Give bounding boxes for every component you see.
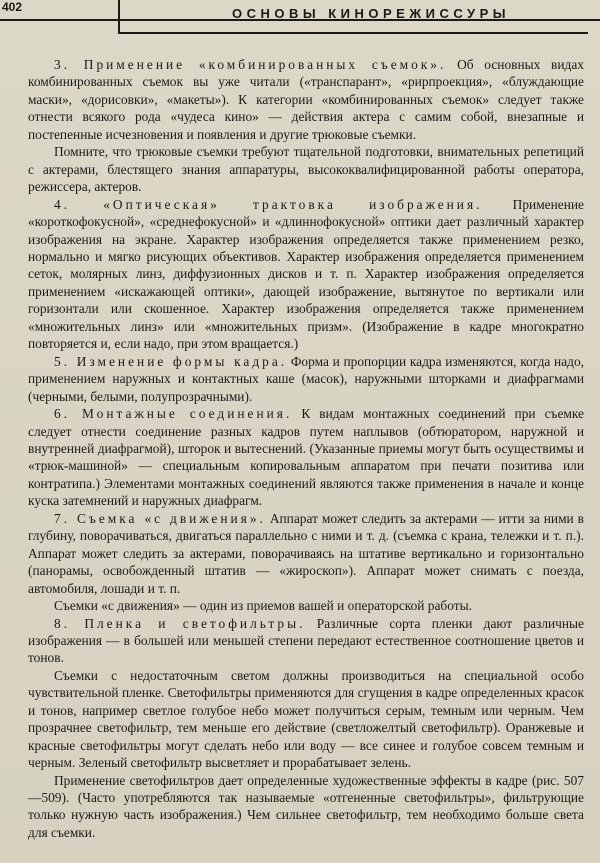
paragraph-lead: 7. Съемка «с движения». — [54, 510, 266, 526]
paragraph — [28, 143, 584, 195]
paragraph — [28, 510, 584, 597]
paragraph-text: Форма и пропорции кадра изменяются, когда надо, применением наружных и контактных каше (масок), наружными шторками и диафрагмами (черными, белыми, полупрозрачными). — [28, 353, 584, 404]
paragraph — [28, 772, 584, 842]
paragraph — [28, 667, 584, 772]
paragraph-text: Применение «короткофокусной», «среднефокусной» и «длиннофокусной» оптики дает различный характер изображения на экране. Характер изображения определяется также применением резко, нормально и мягко рисующих объективов. Характер изображения определяется применением сеток, молярных линз, диффузионных дисков и т. п. Характер изображения определяется применением «искажающей оптики», дающей изображение, вытянутое по вертикали или горизонтали или скошенное. Характер изображения определяется также применением «множительных линз» или «множительных призм». (Изображение в кадре многократно повторяется и, если надо, при этом вращается.) — [28, 196, 584, 352]
paragraph-text: Различные сорта пленки дают различные изображения — в большей или меньшей степени передают естественное соотношение цветов и тонов. — [28, 615, 585, 666]
paragraph-lead: 6. Монтажные соединения. — [54, 406, 293, 422]
paragraph-text: Применение светофильтров дает определенные художественные эффекты в кадре (рис. 507—509). (Часто употребляются так называемые «отгененные светофильтры», фильтрующие только нужную часть изображения.) Чем сильнее светофильтр, тем необходимо больше света для съемки. — [28, 772, 584, 840]
paragraph-text: К видам монтажных соединений при съемке следует отнести соединение разных кадров путем наплывов (обтюратором, наружной и внутренней диафрагмой), шторок и вытеснений. (Указанные приемы могут быть осуществимы и «трюк-машиной» — специальным копировальным аппаратом при печати позитива или контратипа.) Элементами монтажных соединений являются также применения в начале и конце куска затемнений и наружных диафрагм. — [28, 406, 584, 509]
paragraph-text: Съемки «с движения» — один из приемов вашей и операторской работы. — [54, 598, 472, 614]
paragraph-text: Помните, что трюковые съемки требуют тщательной подготовки, внимательных репетиций с актерами, блестящего знания аппаратуры, высококвалифицированной работы оператора, режиссера, актеров. — [28, 144, 584, 195]
paragraph — [28, 196, 584, 353]
paragraph-lead: 3. Применение «комбинированных съемок». — [54, 57, 447, 72]
header-rule-vertical — [118, 0, 120, 33]
paragraph-lead: 5. Изменение формы кадра. — [54, 353, 288, 369]
paragraph-lead: 4. «Оптическая» трактовка изображения. — [54, 196, 483, 212]
page-number: 402 — [2, 0, 23, 14]
paragraph — [28, 615, 584, 667]
paragraph — [28, 56, 584, 143]
header-rule-bottom — [118, 32, 588, 34]
running-head: ОСНОВЫ КИНОРЕЖИССУРЫ — [232, 6, 511, 21]
paragraph — [28, 597, 584, 614]
page-header — [0, 0, 600, 34]
page-body — [28, 56, 584, 841]
paragraph-text: Об основных видах комбинированных съемок вы уже читали («транспарант», «рирпроекция», «блуждающие маски», «дорисовки», «макеты»). К категории «комбинированных съемок» следует также отнести всякого рода «чудеса кино» — действия актера с самим собой, внезапные и постепенные исчезновения и появления и другие трюковые съемки. — [28, 57, 584, 142]
paragraph-text: Съемки с недостаточным светом должны производиться на специальной особо чувствительной пленке. Светофильтры применяются для сгущения в кадре определенных красок и тонов, например светлое голубое небо может получиться серым, темным или черным. Чем прозрачнее светофильтр, тем меньше его действие (светложелтый светофильтр). Оранжевые и красные светофильтры могут сделать небо или воду — все синее и голубое совсем темным и черным. Зеленый светофильтр высветляет и прорабатывает зелень. — [28, 667, 584, 771]
paragraph-text: Аппарат может следить за актерами — итти за ними в глубину, поворачиваться, двигаться параллельно с ними и т. д. (съемка с крана, тележки и т. п.). Аппарат может следить за актерами, поворачиваясь на штативе вертикально и горизонтально (панорамы, освобожденный штатив — «жироскоп»). Аппарат может снимать с поезда, автомобиля, лошади и т. п. — [28, 510, 584, 596]
paragraph — [28, 405, 584, 510]
paragraph-lead: 8. Пленка и светофильтры. — [54, 615, 306, 631]
paragraph — [28, 353, 584, 405]
